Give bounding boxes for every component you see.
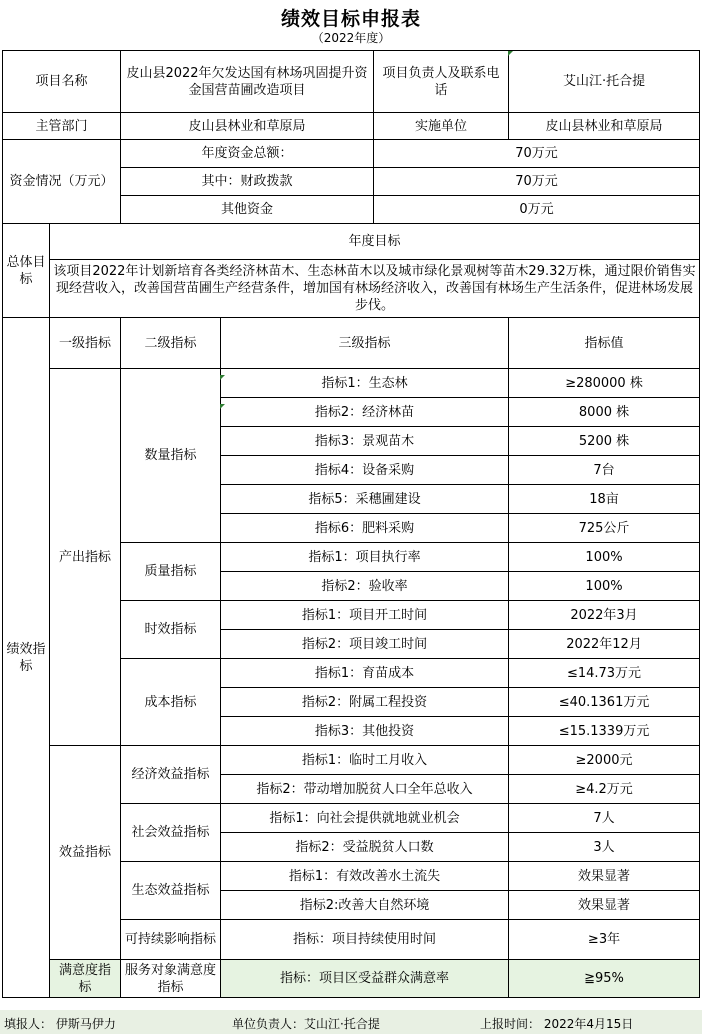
indicator-name: 指标2：经济林苗 <box>221 398 509 427</box>
quality-indicator-label: 质量指标 <box>121 543 221 601</box>
ecological-benefit-label: 生态效益指标 <box>121 862 221 920</box>
indicator-value: 效果显著 <box>509 891 700 920</box>
quantity-indicator-label: 数量指标 <box>121 369 221 543</box>
indicator-value: 7人 <box>509 804 700 833</box>
cell-comment-marker-icon <box>220 375 225 380</box>
indicator-value: ≧95% <box>509 960 700 998</box>
funds-fiscal-label: 其中：财政拨款 <box>121 168 374 196</box>
indicator-value: 2022年3月 <box>509 601 700 630</box>
impl-unit-label: 实施单位 <box>374 113 509 140</box>
overall-goal-heading-row <box>3 224 700 260</box>
indicator-value: 18亩 <box>509 485 700 514</box>
impl-unit-value: 皮山县林业和草原局 <box>509 113 700 140</box>
funds-other-label: 其他资金 <box>121 196 374 224</box>
satisfaction-indicator-label: 满意度指标 <box>50 960 121 998</box>
indicator-name: 指标：项目区受益群众满意率 <box>221 960 509 998</box>
table-row <box>3 746 700 775</box>
project-name-row <box>3 51 700 113</box>
header-level2: 二级指标 <box>121 318 221 369</box>
service-satisfaction-label: 服务对象满意度指标 <box>121 960 221 998</box>
indicator-name: 指标1：项目执行率 <box>221 543 509 572</box>
funds-fiscal-value: 70万元 <box>374 168 700 196</box>
project-name-value: 皮山县2022年欠发达国有林场巩固提升资金国营苗圃改造项目 <box>121 51 374 113</box>
funds-total-label: 年度资金总额： <box>121 140 374 168</box>
unit-head-text: 单位负责人：艾山江·托合提 <box>232 1017 380 1031</box>
indicator-name: 指标3：景观苗木 <box>221 427 509 456</box>
overall-goal-text-row <box>3 260 700 318</box>
indicator-value: 100% <box>509 543 700 572</box>
indicator-name: 指标2：受益脱贫人口数 <box>221 833 509 862</box>
annual-goal-heading: 年度目标 <box>50 224 700 260</box>
cost-indicator-label: 成本指标 <box>121 659 221 746</box>
indicator-name: 指标3：其他投资 <box>221 717 509 746</box>
header-level3: 三级指标 <box>221 318 509 369</box>
indicator-value: 7台 <box>509 456 700 485</box>
performance-indicator-label: 绩效指标 <box>3 318 50 998</box>
output-indicator-label: 产出指标 <box>50 369 121 746</box>
indicator-value: 效果显著 <box>509 862 700 891</box>
filler-text: 填报人： 伊斯马伊力 <box>4 1017 116 1031</box>
project-owner-label: 项目负责人及联系电话 <box>374 51 509 113</box>
table-row <box>3 369 700 398</box>
project-name-label: 项目名称 <box>3 51 121 113</box>
indicator-name: 指标1：项目开工时间 <box>221 601 509 630</box>
overall-goal-label: 总体目标 <box>3 224 50 318</box>
indicator-header-row <box>3 318 700 369</box>
indicator-value: 100% <box>509 572 700 601</box>
footer-bar <box>0 1010 702 1034</box>
indicator-name: 指标2:改善大自然环境 <box>221 891 509 920</box>
indicator-value: ≥3年 <box>509 920 700 960</box>
economic-benefit-label: 经济效益指标 <box>121 746 221 804</box>
indicator-value: 725公斤 <box>509 514 700 543</box>
indicator-value: 5200 株 <box>509 427 700 456</box>
indicator-name: 指标1：向社会提供就地就业机会 <box>221 804 509 833</box>
indicator-name: 指标4：设备采购 <box>221 456 509 485</box>
indicator-value: ≥2000元 <box>509 746 700 775</box>
indicator-name: 指标2：带动增加脱贫人口全年总收入 <box>221 775 509 804</box>
indicator-name: 指标2：验收率 <box>221 572 509 601</box>
indicator-name: 指标1：临时工月收入 <box>221 746 509 775</box>
funds-total-value: 70万元 <box>374 140 700 168</box>
social-benefit-label: 社会效益指标 <box>121 804 221 862</box>
report-date-text: 上报时间： 2022年4月15日 <box>480 1017 634 1031</box>
indicator-name: 指标2：项目竣工时间 <box>221 630 509 659</box>
cell-comment-marker-icon <box>508 51 513 56</box>
indicator-value: 3人 <box>509 833 700 862</box>
indicator-value: ≥4.2万元 <box>509 775 700 804</box>
indicator-value: ≤14.73万元 <box>509 659 700 688</box>
cell-comment-marker-icon <box>220 404 225 409</box>
indicator-name: 指标1：有效改善水土流失 <box>221 862 509 891</box>
sustainable-impact-label: 可持续影响指标 <box>121 920 221 960</box>
department-row <box>3 113 700 140</box>
page-title: 绩效目标申报表 <box>280 8 421 30</box>
indicator-value: ≤40.1361万元 <box>509 688 700 717</box>
indicator-name: 指标：项目持续使用时间 <box>221 920 509 960</box>
indicator-name: 指标5：采穗圃建设 <box>221 485 509 514</box>
table-row <box>3 960 700 998</box>
indicator-name: 指标1：育苗成本 <box>221 659 509 688</box>
dept-value: 皮山县林业和草原局 <box>121 113 374 140</box>
project-owner-value: 艾山江·托合提 <box>509 51 700 113</box>
indicator-value: ≥280000 株 <box>509 369 700 398</box>
indicator-value: 8000 株 <box>509 398 700 427</box>
funds-row <box>3 140 700 168</box>
annual-goal-text: 该项目2022年计划新培育各类经济林苗木、生态林苗木以及城市绿化景观树等苗木29.32万株，通过限价销售实现经营收入，改善国营苗圃生产经营条件，增加国有林场经济收入，改善国有林场生产生活条件，促进林场发展步伐。 <box>50 260 700 318</box>
timeliness-indicator-label: 时效指标 <box>121 601 221 659</box>
header-level1: 一级指标 <box>50 318 121 369</box>
dept-label: 主管部门 <box>3 113 121 140</box>
indicator-name: 指标2：附属工程投资 <box>221 688 509 717</box>
indicator-name: 指标1：生态林 <box>221 369 509 398</box>
benefit-indicator-label: 效益指标 <box>50 746 121 960</box>
performance-goal-table <box>2 50 700 998</box>
page-subtitle: （2022年度） <box>311 31 391 45</box>
funds-other-value: 0万元 <box>374 196 700 224</box>
indicator-name: 指标6：肥料采购 <box>221 514 509 543</box>
funds-label: 资金情况（万元） <box>3 140 121 224</box>
header-value: 指标值 <box>509 318 700 369</box>
indicator-value: 2022年12月 <box>509 630 700 659</box>
indicator-value: ≤15.1339万元 <box>509 717 700 746</box>
